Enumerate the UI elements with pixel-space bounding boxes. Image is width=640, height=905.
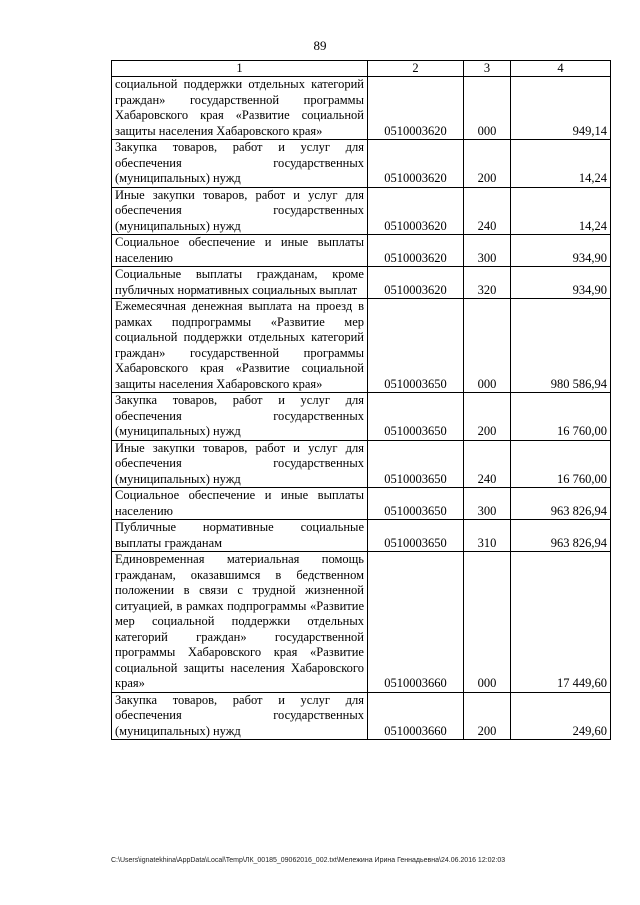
row-name-cell: Социальные выплаты гражданам, кроме публичных нормативных социальных выплат <box>112 267 368 299</box>
row-name-cell: Единовременная материальная помощь гражданам, оказавшимся в бедственном положении в связи с трудной жизненной ситуацией, в рамках подпрограммы «Развитие мер социальной поддержки отдельных категорий граждан» государственной программы Хабаровского края «Развитие социальной защиты населения Хабаровского края» <box>112 552 368 693</box>
table-row <box>112 267 611 299</box>
row-amount-cell: 963 826,94 <box>511 520 611 552</box>
row-code-cell: 0510003620 <box>368 77 464 140</box>
row-type-cell: 300 <box>464 488 511 520</box>
row-name-cell: Закупка товаров, работ и услуг для обеспечения государственных (муниципальных) нужд <box>112 692 368 740</box>
row-code-cell: 0510003660 <box>368 692 464 740</box>
table-row <box>112 520 611 552</box>
row-amount-cell: 14,24 <box>511 140 611 188</box>
row-amount-cell: 16 760,00 <box>511 393 611 441</box>
row-code-cell: 0510003650 <box>368 393 464 441</box>
table-row <box>112 552 611 693</box>
row-type-cell: 320 <box>464 267 511 299</box>
column-header-name: 1 <box>112 61 368 77</box>
row-name-cell: Социальное обеспечение и иные выплаты населению <box>112 235 368 267</box>
row-type-cell: 240 <box>464 187 511 235</box>
row-code-cell: 0510003660 <box>368 552 464 693</box>
page-number: 89 <box>313 38 327 53</box>
row-code-cell: 0510003650 <box>368 488 464 520</box>
table-header-row <box>112 61 611 77</box>
table-row <box>112 235 611 267</box>
row-type-cell: 310 <box>464 520 511 552</box>
row-amount-cell: 17 449,60 <box>511 552 611 693</box>
row-name-cell: Закупка товаров, работ и услуг для обеспечения государственных (муниципальных) нужд <box>112 140 368 188</box>
row-amount-cell: 249,60 <box>511 692 611 740</box>
table-row <box>112 692 611 740</box>
file-path-footer: C:\Users\ignatekhina\AppData\Local\Temp\ЛК_00185_09062016_002.txt\Мележина Ирина Геннадьевна\24.06.2016 12:02:03 <box>111 857 506 864</box>
row-name-cell: Публичные нормативные социальные выплаты гражданам <box>112 520 368 552</box>
row-code-cell: 0510003650 <box>368 299 464 393</box>
table-row <box>112 488 611 520</box>
row-amount-cell: 14,24 <box>511 187 611 235</box>
row-type-cell: 300 <box>464 235 511 267</box>
row-code-cell: 0510003620 <box>368 235 464 267</box>
row-name-cell: Иные закупки товаров, работ и услуг для обеспечения государственных (муниципальных) нужд <box>112 440 368 488</box>
row-amount-cell: 934,90 <box>511 235 611 267</box>
row-type-cell: 000 <box>464 552 511 693</box>
row-type-cell: 200 <box>464 393 511 441</box>
table-row <box>112 140 611 188</box>
table-row <box>112 77 611 140</box>
row-type-cell: 200 <box>464 692 511 740</box>
row-name-cell: Социальное обеспечение и иные выплаты населению <box>112 488 368 520</box>
table-row <box>112 299 611 393</box>
row-name-cell: Иные закупки товаров, работ и услуг для обеспечения государственных (муниципальных) нужд <box>112 187 368 235</box>
row-type-cell: 000 <box>464 299 511 393</box>
row-name-cell: Ежемесячная денежная выплата на проезд в рамках подпрограммы «Развитие мер социальной поддержки отдельных категорий граждан» государственной программы Хабаровского края «Развитие социальной защиты населения Хабаровского края» <box>112 299 368 393</box>
table-row <box>112 187 611 235</box>
column-header-amount: 4 <box>511 61 611 77</box>
row-name-cell: социальной поддержки отдельных категорий граждан» государственной программы Хабаровского края «Развитие социальной защиты населения Хабаровского края» <box>112 77 368 140</box>
column-header-code: 2 <box>368 61 464 77</box>
row-type-cell: 240 <box>464 440 511 488</box>
row-amount-cell: 934,90 <box>511 267 611 299</box>
row-name-cell: Закупка товаров, работ и услуг для обеспечения государственных (муниципальных) нужд <box>112 393 368 441</box>
row-amount-cell: 16 760,00 <box>511 440 611 488</box>
row-amount-cell: 980 586,94 <box>511 299 611 393</box>
row-amount-cell: 949,14 <box>511 77 611 140</box>
row-code-cell: 0510003620 <box>368 187 464 235</box>
row-code-cell: 0510003620 <box>368 267 464 299</box>
table-row <box>112 393 611 441</box>
row-type-cell: 000 <box>464 77 511 140</box>
budget-table <box>111 60 611 740</box>
column-header-type: 3 <box>464 61 511 77</box>
table-row <box>112 440 611 488</box>
row-code-cell: 0510003620 <box>368 140 464 188</box>
row-code-cell: 0510003650 <box>368 520 464 552</box>
row-amount-cell: 963 826,94 <box>511 488 611 520</box>
row-type-cell: 200 <box>464 140 511 188</box>
row-code-cell: 0510003650 <box>368 440 464 488</box>
